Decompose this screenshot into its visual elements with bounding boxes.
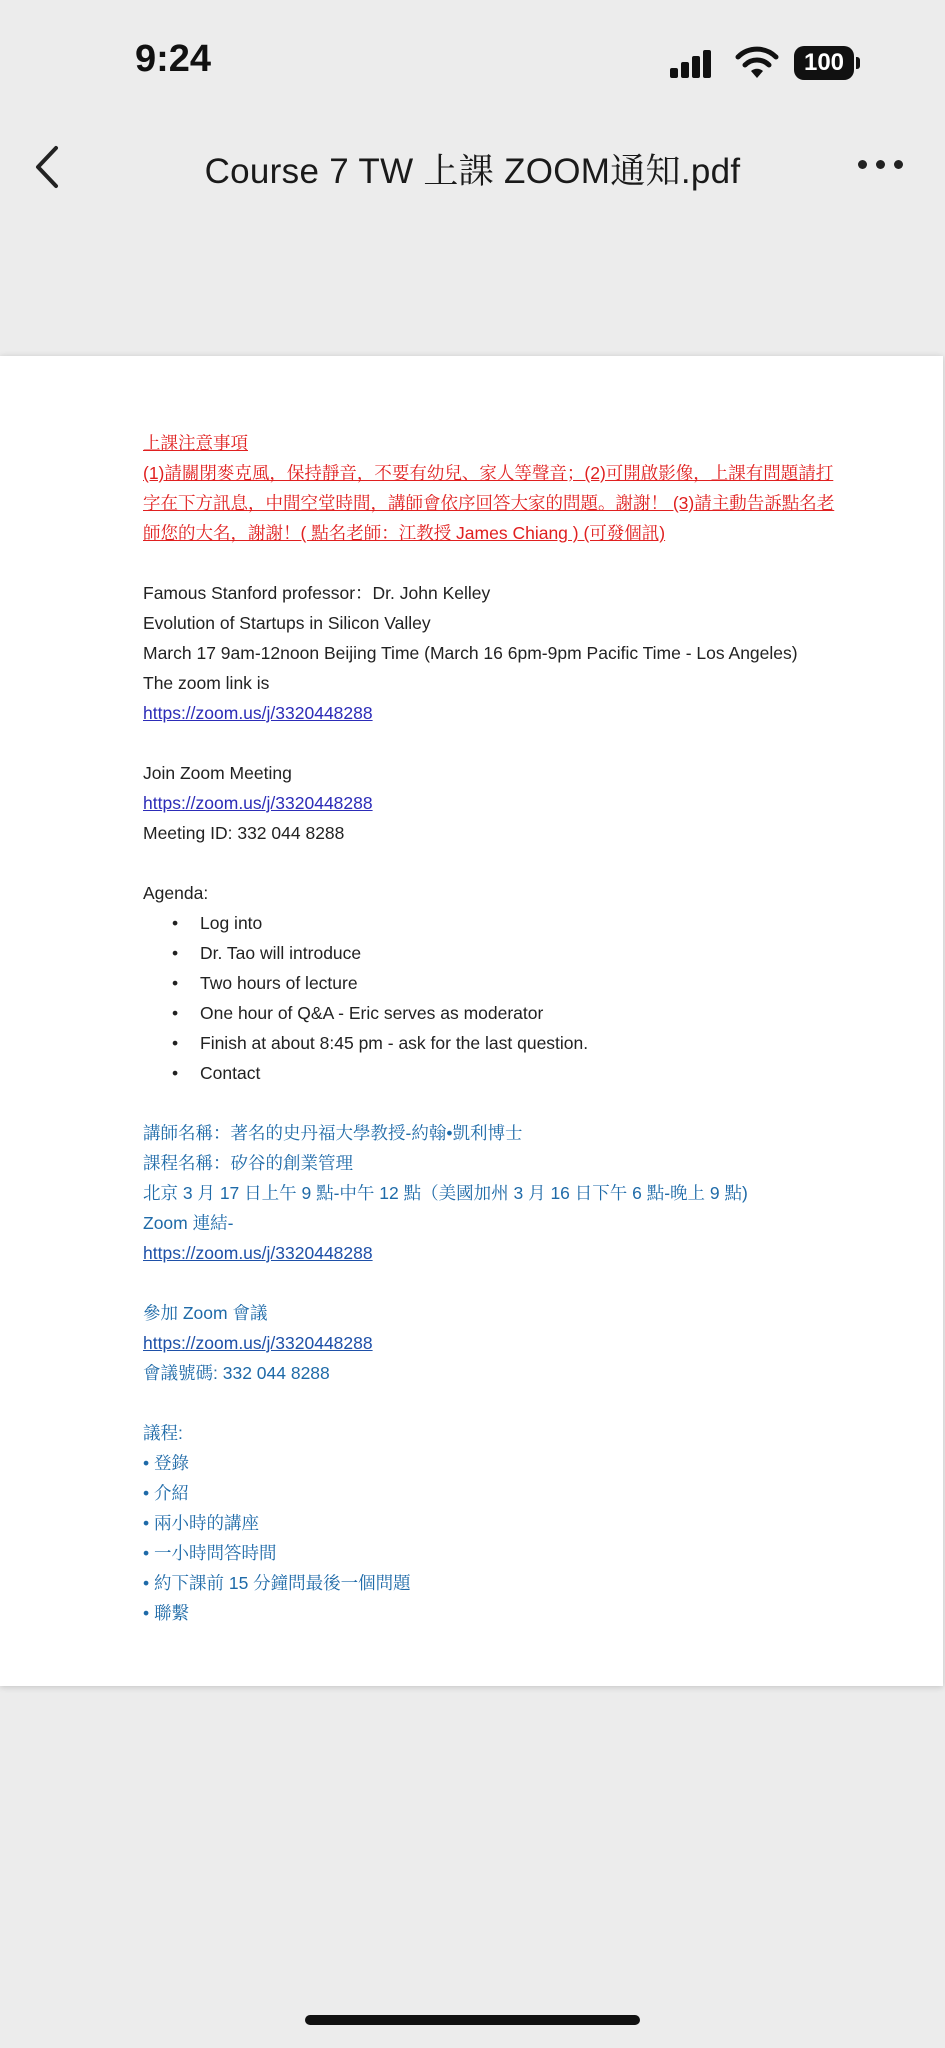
agenda-item: • One hour of Q&A - Eric serves as moderator	[200, 998, 883, 1028]
pdf-page	[0, 356, 943, 1686]
notice-line: 字在下方訊息，中間空堂時間，講師會依序回答大家的問題。謝謝！ (3)請主動告訴點名老	[143, 493, 835, 513]
notice-block	[143, 428, 883, 548]
join-zoom-link[interactable]: https://zoom.us/j/3320448288	[143, 793, 373, 813]
status-time: 9:24	[135, 38, 212, 80]
agenda-list	[143, 908, 883, 1088]
nav-bar	[0, 120, 945, 215]
agenda-item: • Two hours of lecture	[200, 968, 883, 998]
zoom-link-zh[interactable]: https://zoom.us/j/3320448288	[143, 1243, 373, 1263]
agenda-item-zh: • 一小時問答時間	[143, 1543, 277, 1563]
course-title-line: Evolution of Startups in Silicon Valley	[143, 613, 431, 633]
home-indicator[interactable]	[305, 2015, 640, 2025]
document-title: Course 7 TW 上課 ZOOM通知.pdf	[204, 152, 741, 191]
wifi-icon	[735, 44, 779, 80]
agenda-item-zh: • 兩小時的講座	[143, 1513, 259, 1533]
join-meeting-label-zh: 參加 Zoom 會議	[143, 1303, 268, 1323]
agenda-item: • Finish at about 8:45 pm - ask for the last question.	[200, 1028, 883, 1058]
agenda-item-zh: • 介紹	[143, 1483, 189, 1503]
professor-line: Famous Stanford professor：Dr. John Kelley	[143, 583, 491, 603]
link-intro: The zoom link is	[143, 673, 270, 693]
agenda-item-zh: • 登錄	[143, 1453, 189, 1473]
status-bar	[0, 0, 945, 110]
document-content	[143, 428, 883, 1628]
join-meeting-label: Join Zoom Meeting	[143, 763, 292, 783]
meeting-id: Meeting ID: 332 044 8288	[143, 823, 345, 843]
agenda-item: • Dr. Tao will introduce	[200, 938, 883, 968]
schedule-line: March 17 9am-12noon Beijing Time (March 16 6pm-9pm Pacific Time - Los Angeles)	[143, 643, 798, 663]
notice-heading: 上課注意事項	[143, 433, 248, 453]
meeting-id-zh: 會議號碼: 332 044 8288	[143, 1363, 330, 1383]
agenda-item-zh: • 聯繫	[143, 1603, 189, 1623]
agenda-heading-zh: 議程:	[143, 1423, 183, 1443]
notice-line: (1)請關閉麥克風，保持靜音，不要有幼兒、家人等聲音；(2)可開啟影像，上課有問題請打	[143, 463, 834, 483]
agenda-heading: Agenda:	[143, 883, 209, 903]
more-options-button[interactable]	[858, 160, 908, 174]
zoom-link[interactable]: https://zoom.us/j/3320448288	[143, 703, 373, 723]
cellular-signal-icon	[670, 48, 712, 78]
link-intro-zh: Zoom 連結-	[143, 1213, 234, 1233]
battery-icon	[794, 46, 862, 80]
lecturer-line-zh: 講師名稱：著名的史丹福大學教授-約翰•凱利博士	[143, 1123, 523, 1143]
schedule-line-zh: 北京 3 月 17 日上午 9 點-中午 12 點（美國加州 3 月 16 日下午 6 點-晚上 9 點)	[143, 1183, 748, 1203]
join-zoom-link-zh[interactable]: https://zoom.us/j/3320448288	[143, 1333, 373, 1353]
agenda-item: • Log into	[200, 908, 883, 938]
back-button[interactable]	[28, 142, 68, 192]
agenda-item-zh: • 約下課前 15 分鐘問最後一個問題	[143, 1573, 411, 1593]
course-line-zh: 課程名稱：矽谷的創業管理	[143, 1153, 353, 1173]
notice-line: 師您的大名，謝謝！( 點名老師：江教授 James Chiang ) (可發個訊)	[143, 523, 666, 543]
agenda-item: • Contact	[200, 1058, 883, 1088]
battery-level: 100	[794, 46, 854, 80]
